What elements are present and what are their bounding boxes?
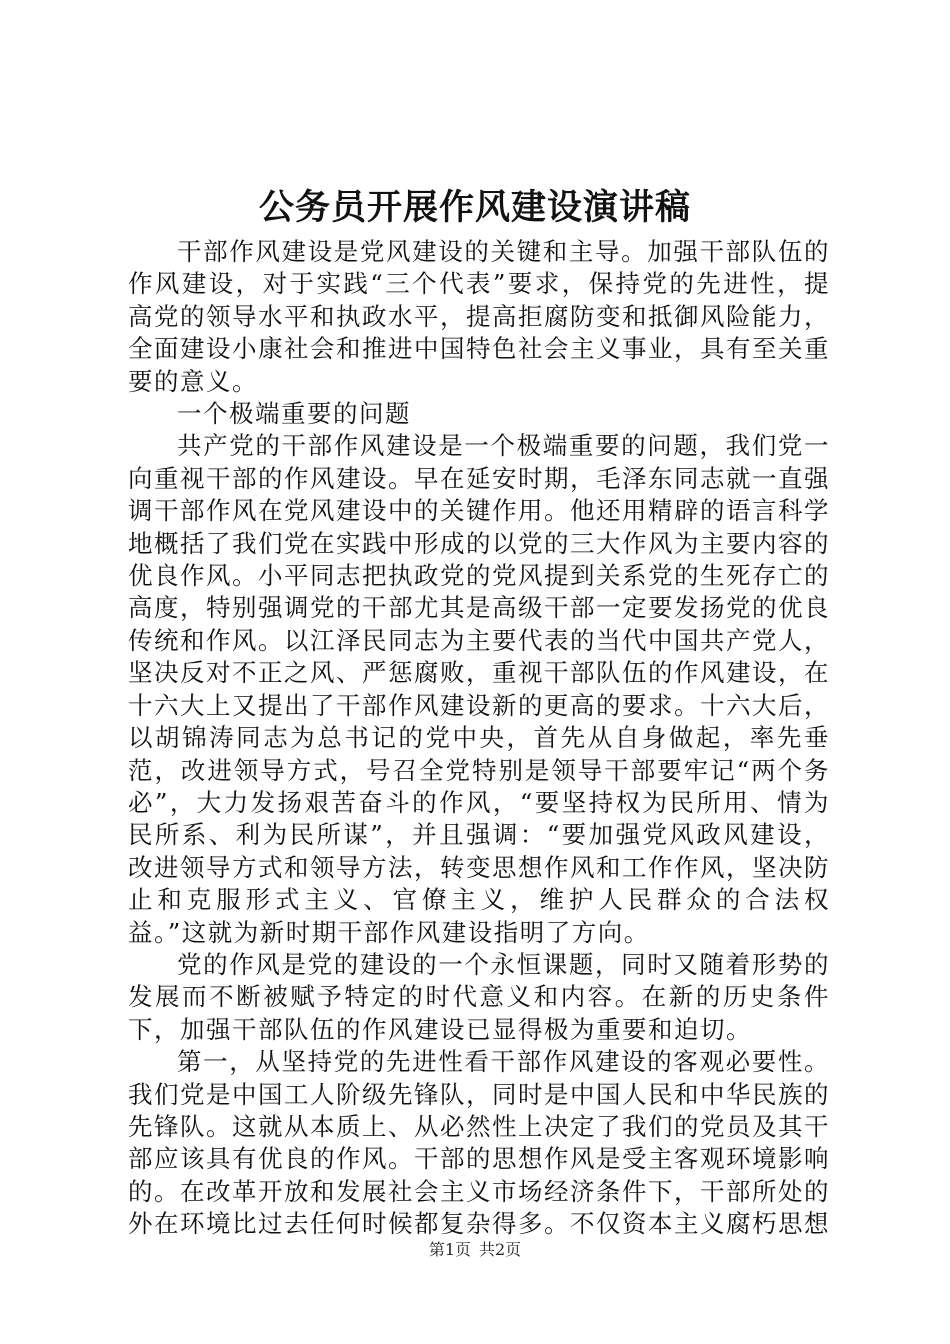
paragraph-history: 共产党的干部作风建设是一个极端重要的问题，我们党一向重视干部的作风建设。早在延安时期，毛泽东同志就一直强调干部作风在党风建设中的关键作用。他还用精辟的语言科学地概括了我们党在实践中形成的以党的三大作风为主要内容的优良作风。小平同志把执政党的党风提到关系党的生死存亡的高度，特别强调党的干部尤其是高级干部一定要发扬党的优良传统和作风。以江泽民同志为主要代表的当代中国共产党人，坚决反对不正之风、严惩腐败，重视干部队伍的作风建设，在十六大上又提出了干部作风建设新的更高的要求。十六大后，以胡锦涛同志为总书记的党中央，首先从自身做起，率先垂范，改进领导方式，号召全党特别是领导干部要牢记“两个务必”，大力发扬艰苦奋斗的作风，“要坚持权为民所用、情为民所系、利为民所谋”，并且强调：“要加强党风政风建设，改进领导方式和领导方法，转变思想作风和工作作风，坚决防止和克服形式主义、官僚主义，维护人民群众的合法权益。”这就为新时期干部作风建设指明了方向。 [128,431,830,947]
paragraph-first-point: 第一，从坚持党的先进性看干部作风建设的客观必要性。我们党是中国工人阶级先锋队，同时是中国人民和中华民族的先锋队。这就从本质上、从必然性上决定了我们的党员及其干部应该具有优良的作风。干部的思想作风是受主客观环境影响的。在改革开放和发展社会主义市场经济条件下，干部所处的外在环境比过去任何时候都复杂得多。不仅资本主义腐朽思想 [128,1047,830,1239]
document-title: 公务员开展作风建设演讲稿 [258,187,691,228]
page-number: 第1页 [428,1240,471,1259]
page-total: 共2页 [479,1240,522,1259]
page-footer [0,1238,950,1262]
paragraph-intro: 干部作风建设是党风建设的关键和主导。加强干部队伍的作风建设，对于实践“三个代表”要求，保持党的先进性，提高党的领导水平和执政水平，提高拒腐防变和抵御风险能力，全面建设小康社会和推进中国特色社会主义事业，具有至关重要的意义。 [128,237,830,396]
section-heading: 一个极端重要的问题 [177,399,411,429]
document-body [128,236,830,1241]
paragraph-era: 党的作风是党的建设的一个永恒课题，同时又随着形势的发展而不断被赋予特定的时代意义和内容。在新的历史条件下，加强干部队伍的作风建设已显得极为重要和迫切。 [128,949,830,1044]
